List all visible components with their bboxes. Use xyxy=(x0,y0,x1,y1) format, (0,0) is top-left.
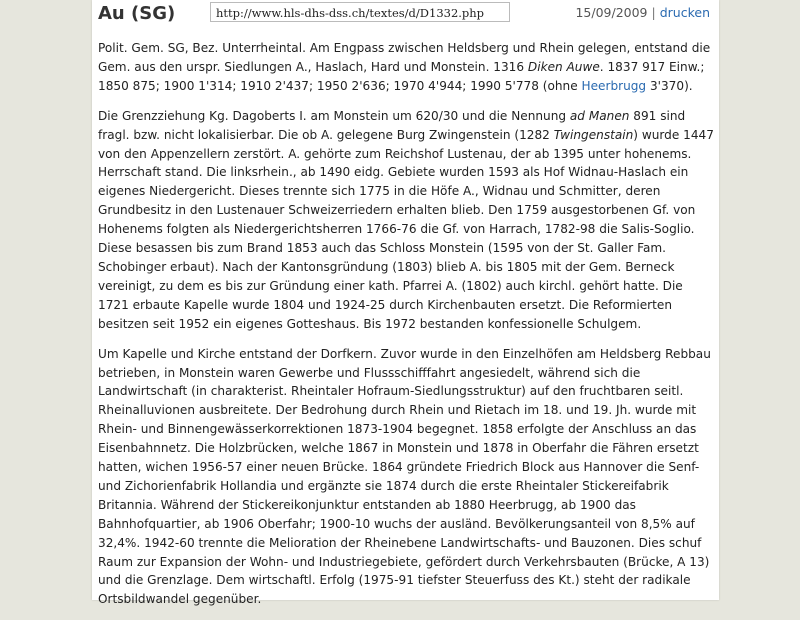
history-text-b: 891 sind fragl. bzw. nicht lokalisierbar. Die ob A. gelegene Burg Zwingenstein (1282 xyxy=(98,108,686,142)
separator: | xyxy=(651,5,656,20)
history-text-a: Die Grenzziehung Kg. Dagoberts I. am Monstein um 620/30 und die Nennung xyxy=(98,108,570,123)
page-title: Au (SG) xyxy=(98,3,176,24)
paragraph-development: Um Kapelle und Kirche entstand der Dorfkern. Zuvor wurde in den Einzelhöfen am Heldsberg Rebbau betrieben, in Monstein waren Gewerbe und Flussschifffahrt angesiedelt, während sich die Landwirtschaft (in charakterist. Rheintaler Hofraum-Siedlungsstruktur) auf den fruchtbaren seitl. Rheinalluvionen ausbreitete. Der Bedrohung durch Rhein und Rietach im 18. und 19. Jh. wurde mit Rhein- und Binnengewässerkorrektionen 1873-1904 begegnet. 1858 erfolgte der Anschluss an das Eisenbahnnetz. Die Holzbrücken, welche 1867 in Monstein und 1878 in Oberfahr die Fähren ersetzt hatten, wichen 1956-57 einer neuen Brücke. 1864 gründete Friedrich Block aus Hannover die Senf- und Zichorienfabrik Hollandia und ergänzte sie 1874 durch die erste Rheintaler Stickereifabrik Britannia. Während der Stickereikonjunktur entstanden ab 1880 Heerbrugg, ab 1900 das Bahnhofquartier, ab 1906 Oberfahr; 1900-10 wuchs der ausländ. Bevölkerungsanteil von 8,5% auf 32,4%. 1942-60 trennte die Melioration der Rheinebene Landwirtschafts- und Bauzonen. Dies schuf Raum zur Expansion der Wohn- und Industriegebiete, gefördert durch Verkehrsbauten (Brücke, A 13) und die Grenzlage. Dem wirtschaftl. Erfolg (1975-91 tiefster Steuerfuss des Kt.) steht der radikale Ortsbildwandel gegenüber. xyxy=(98,346,711,607)
history-italic-1: ad Manen xyxy=(569,108,630,123)
paragraph-history xyxy=(98,107,716,334)
intro-text-a: Polit. Gem. SG, Bez. Unterrheintal. Am Engpass zwischen Heldsberg und Rhein gelegen, entstand die Gem. aus den urspr. Siedlungen A., Haslach, Hard und Monstein. 1316 xyxy=(98,41,711,74)
article-body xyxy=(98,39,716,620)
history-text-c: ) wurde 1447 von den Appenzellern zerstört. A. gehörte zum Reichshof Lustenau, der ab 1395 unter hohenems. Herrschaft stand. Die linksrhein., ab 1490 eidg. Gebiete wurden 1593 als Hof Widnau-Haslach ein eigenes Niedergericht. Dieses trennte sich 1775 in die Höfe A., Widnau und Schmitter, deren Grundbesitz in den Lustenauer Schweizerriedern erhalten blieb. Den 1759 ausgestorbenen Gf. von Hohenems folgten als Niedergerichtsherren 1766-76 die Gf. von Harrach, 1782-98 die Salis-Soglio. Diese besassen bis zum Brand 1853 auch das Schloss Monstein (1595 von der St. Galler Fam. Schobinger erbaut). Nach der Kantonsgründung (1803) blieb A. bis 1805 mit der Gem. Berneck vereinigt, zu dem es bis zur Gründung einer kath. Pfarrei A. (1802) auch kirchl. gehört hatte. Die 1721 erbaute Kapelle wurde 1804 und 1924-25 durch Kirchenbauten ersetzt. Die Reformierten besitzen seit 1952 ein eigenes Gotteshaus. Bis 1972 bestanden konfessionelle Schulgem. xyxy=(98,127,714,331)
paragraph-intro xyxy=(98,39,716,96)
url-field[interactable]: http://www.hls-dhs-dss.ch/textes/d/D1332.php xyxy=(210,2,510,22)
print-link[interactable]: drucken xyxy=(659,5,710,20)
header xyxy=(92,0,719,30)
date-area xyxy=(575,5,710,20)
document-page xyxy=(92,0,719,607)
heerbrugg-link[interactable]: Heerbrugg xyxy=(581,78,647,93)
date-text: 15/09/2009 xyxy=(575,5,648,20)
history-italic-2: Twingenstain xyxy=(553,127,634,142)
intro-text-b: . 1837 917 Einw.; 1850 875; 1900 1'314; 1910 2'437; 1950 2'636; 1970 4'944; 1990 5'778 (ohne xyxy=(98,59,705,93)
intro-italic: Diken Auwe xyxy=(527,59,600,74)
intro-text-c: 3'370). xyxy=(646,78,693,93)
